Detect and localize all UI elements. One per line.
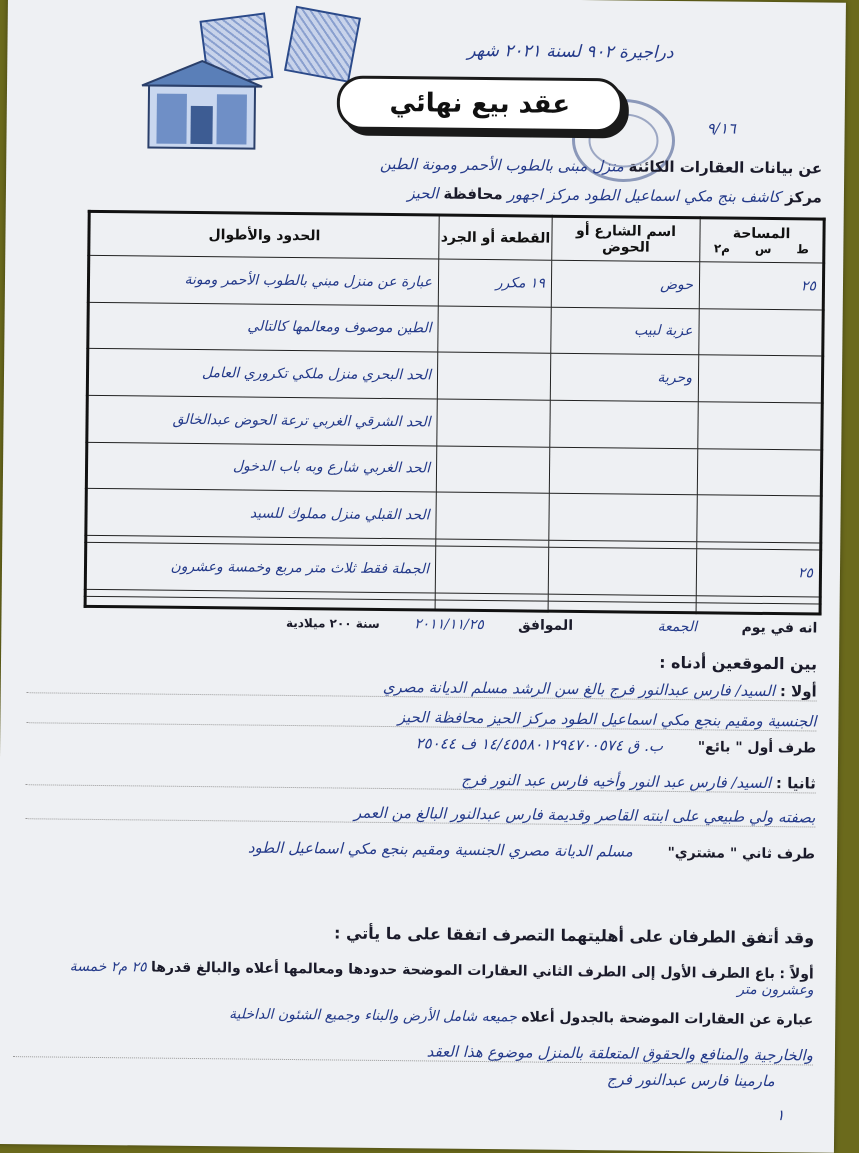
street-cell: عزبة لبيب (551, 307, 699, 355)
clause-2: عبارة عن العقارات الموضحة بالجدول أعلاه جميعه شامل الأرض والبناء وجميع الشئون الداخلية (228, 1006, 814, 1029)
street-cell (550, 400, 698, 448)
street-cell: وحرية (550, 353, 698, 401)
borders-cell: الحد الشرقي الغربي ترعة الحوض عبدالخالق (87, 395, 437, 445)
second-party-line-1: ثانيا : السيد/ فارس عبد النور وأخيه فارس عبد النور فرج (26, 766, 816, 793)
table-row (87, 349, 822, 403)
area-cell (698, 402, 822, 450)
table-row (88, 255, 823, 309)
borders-cell: الحد البحري منزل ملكي تكروري العامل (87, 349, 437, 399)
registration-date: ٩/١٦ (706, 119, 736, 138)
clause-4: مارمينا فارس عبدالنور فرج (606, 1070, 775, 1091)
area-cell (699, 308, 823, 356)
second-party-line-2: بصفته ولي طبيعي على ابنته القاصر وقديمة فارس عبدالنور البالغ من العمر (25, 800, 815, 827)
street-header: اسم الشارع أو الحوض (552, 216, 700, 262)
plot-header: القطعة أو الجرد (439, 215, 552, 260)
area-cell (697, 495, 821, 543)
property-line: عن بيانات العقارات الكائنة منزل مبنى بالطوب الأحمر ومونة الطين (379, 154, 823, 178)
page-number: ١ (776, 1106, 785, 1125)
plot-cell (437, 352, 550, 400)
area-cell (696, 603, 820, 614)
plot-cell (436, 446, 549, 494)
table-row (88, 302, 823, 356)
area-cell: ٢٥ (696, 549, 820, 597)
plot-cell (435, 600, 548, 611)
street-cell (549, 493, 697, 541)
area-cell (697, 448, 821, 496)
date-line: انه في يوم الجمعة الموافق ٢٠١١/١١/٢٥ سنة ٢٠٠ ميلادية (285, 615, 818, 637)
table-row (86, 488, 821, 542)
table-row (85, 542, 820, 596)
area-cell (698, 355, 822, 403)
area-cell: ٢٥ (699, 262, 823, 310)
area-header: المساحة ط س م٢ (700, 218, 824, 263)
street-cell (548, 547, 696, 595)
street-cell (549, 447, 697, 495)
first-party-line-3: طرف أول " بائع" ب. ق ١٤/٤٥٥٨٠١٢٩٤٧٠٠٥٧٤ ف ٢٥٠٤٤ (415, 734, 817, 757)
first-party-line-1: أولا : السيد/ فارس عبدالنور فرج بالغ سن الرشد مسلم الديانة مصري (27, 674, 817, 701)
house-logo-icon (136, 55, 267, 151)
borders-cell: الحد القبلي منزل مملوك للسيد (86, 488, 436, 538)
table-row (87, 395, 822, 449)
property-table (84, 210, 826, 616)
parties-heading: بين الموقعين أدناه : (659, 652, 818, 674)
clause-3: والخارجية والمنافع والحقوق المتعلقة بالمنزل موضوع هذا العقد (13, 1038, 813, 1065)
street-cell: حوض (551, 260, 699, 308)
registration-number: دراجيرة ٩٠٢ لسنة ٢٠٢١ شهر (467, 40, 674, 63)
plot-cell (438, 306, 551, 354)
first-party-line-2: الجنسية ومقيم بنجع مكي اسماعيل الطود مركز الحيز محافظة الحيز (26, 704, 816, 731)
street-cell (548, 601, 696, 612)
second-party-line-3: طرف ثاني " مشتري" مسلم الديانة مصري الجنسية ومقيم بنجع مكي اسماعيل الطود (247, 838, 816, 863)
borders-cell: الحد الغربي شارع وبه باب الدخول (86, 442, 436, 492)
revenue-stamp-icon (284, 6, 361, 83)
borders-cell: عبارة عن منزل مبني بالطوب الأحمر ومونة (88, 255, 438, 305)
plot-cell (435, 546, 548, 594)
plot-cell: ١٩ مكرر (438, 259, 551, 307)
table-row (86, 442, 821, 496)
clause-1: أولاً : باع الطرف الأول إلى الطرف الثاني العقارات الموضحة حدودها ومعالمها أعلاه والبالغ قدرها ٢٥ م٢ خمسة وعشرون متر (69, 958, 814, 999)
plot-cell (436, 492, 549, 540)
markaz-line: مركز كاشف بنج مكي اسماعيل الطود مركز اجهور محافظة الحيز (407, 184, 823, 207)
borders-cell: الجملة فقط ثلاث متر مربع وخمسة وعشرون (85, 542, 435, 592)
agreement-intro: وقد أتفق الطرفان على أهليتهما التصرف اتفقا على ما يأتي : (333, 923, 815, 948)
plot-cell (437, 399, 550, 447)
borders-header: الحدود والأطوال (89, 211, 439, 259)
contract-title: عقد بيع نهائي (337, 75, 624, 132)
borders-cell: الطين موصوف ومعالمها كالتالي (88, 302, 438, 352)
